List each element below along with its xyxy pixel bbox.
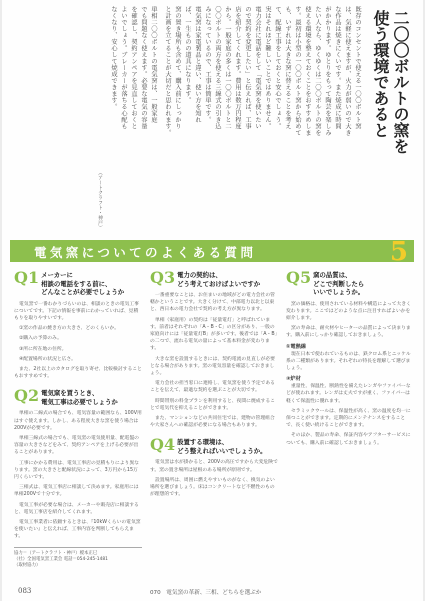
faq-column-3 xyxy=(286,270,414,455)
q1-paragraph: ②購入の予算のみ。 xyxy=(19,336,62,342)
q3-mark: Q3 xyxy=(150,268,176,287)
q2-title: 電気窯を買うとき、 電気工事は必要でしょうか xyxy=(41,389,118,406)
article-column: から。一般家庭の多くは一〇〇ボルトと二 xyxy=(224,6,231,130)
q5-paragraph: 重量性、保温性、断熱性を備えたレンガやファイバーなどが使われます。レンガは丈夫ですが重く、ファイバーは軽くて保温性に優れます。 xyxy=(286,384,411,404)
q1-paragraph: 電気窯で一番わかりづらいのは、相談のときの電気工事についてです。下記の情報を事前にわかっていれば、見積もりを取りやすいです。 xyxy=(14,301,139,321)
q2-paragraph: 電気工事が必要な場合は、メーカーや販売店に相談すると、電気工事店を紹介してくれます。 xyxy=(14,502,139,515)
article-column: は、気軽に使えますが、火力が弱いので大き xyxy=(344,6,351,136)
q3-paragraph: 時間帯別の料金プランを利用すると、夜間に焼成することで電気代を抑えることができます。 xyxy=(150,398,275,411)
page-edge-left xyxy=(0,0,2,601)
q4-paragraph: 設置場所は、周囲に燃えやすいものがなく、換気のよい場所を選びましょう。床はコンクリートなど不燃性のものが理想的です。 xyxy=(150,477,275,498)
article-column: みになっているので、工事は簡単です。 xyxy=(204,6,211,123)
article-section xyxy=(6,6,416,234)
article-column: も、いずれは大きな窯に替えることを考え xyxy=(284,6,291,130)
q3-paragraph: 単相（家庭用）の契約は「従量電灯」と呼ばれています。前者はそれぞれの「A・B・C」の区分があり、一般の家庭向けには「従量電灯B」が多いです。後者では「A・B」の二つで、流れる電気の量によって基本料金が変わります。 xyxy=(150,317,278,352)
q5-paragraph: 現在日本で使われているものは、鉄クロム系とニッケル系の二種類があります。それぞれの特長を理解して選びましょう。 xyxy=(286,351,411,371)
q3-title: 電力の契約は、 どう考えておけばよいですか xyxy=(177,271,261,288)
article-column: 店を紹介してくれます。費用は数万円程度 xyxy=(234,6,241,130)
q1-title: メーカーに 相談の電話をする前に、 どんなことが必要でしょうか xyxy=(41,271,125,296)
q5-subheading: ①電熱線 xyxy=(286,343,306,350)
article-column: たい人なら、ゆくゆくは二〇〇ボルトの窯を xyxy=(314,6,321,136)
article-column: ば、一生ものの道具になります。 xyxy=(184,6,191,104)
q5-subheading: ②炉材 xyxy=(286,376,301,383)
faq-column-1 xyxy=(14,270,142,577)
q5-title: 窯の品質は、 どこで判断したら いいでしょうか。 xyxy=(313,271,365,296)
article-column: 窯の置き場所も含めて、購入前にしっかり xyxy=(174,6,181,130)
q3-paragraph: 電力会社の担当窓口に連絡し、電気窯を使う予定であることを伝えて、最適な契約を選ぶことが大切です。 xyxy=(150,381,275,394)
faq-banner xyxy=(10,237,414,267)
article-column: す。最初は小型の一〇〇ボルト窯から始めて xyxy=(294,6,301,136)
q2-paragraph: 工事にかかる費用は、電気工事店の見積もりにより異なります。窯の大きさと配線状況によって、3万円から15万円くらいです。 xyxy=(14,460,139,480)
article-column: 〇〇ボルトの両方を使える三線式の引き込 xyxy=(214,6,221,130)
q4-title: 設置する環境は、 どう整えればいいでしょうか。 xyxy=(177,438,267,455)
q1-paragraph: また、2社以上のカタログを取り寄せ、比較検討することもおすすめです。 xyxy=(14,366,142,380)
q2-paragraph: 三相式は、電気工事店に相談して決めます。家庭用には単相200Vで十分です。 xyxy=(14,485,139,498)
source-divider xyxy=(14,547,142,548)
article-heading-line-1: 二〇〇ボルトの窯を xyxy=(391,10,410,154)
article-column: を確認し、契約アンペアを見直しておくと xyxy=(130,6,137,130)
article-credit: （アートクラフト・神戸） xyxy=(97,170,103,230)
faq-q3 xyxy=(150,270,278,429)
q5-paragraph: 窯の価格は、使用されている材料や構造によって大きく変わります。ここではどのような点に注目すればよいかを紹介します。 xyxy=(286,301,411,321)
article-column: 使える環境を整えておくことをおすすめしま xyxy=(304,6,311,136)
q4-mark: Q4 xyxy=(150,435,176,455)
faq-column-2 xyxy=(150,270,278,506)
q1-paragraph: ①窯の作品の焼き方の大きさ、どのくらいか。 xyxy=(19,326,120,332)
article-column: でも問題なく使えます。必要な電気の容量 xyxy=(140,6,147,130)
page-footer xyxy=(0,586,425,601)
faq-q4 xyxy=(150,437,278,498)
q2-paragraph: 単相の二線式の場合でも、電気容量の範囲なら、100V用はすぐ使えます。しかし、ある程度大きな窯を使う場合は200Vが必要です。 xyxy=(14,411,142,431)
q1-paragraph: ④配置場所の状況と広さ。 xyxy=(19,356,76,362)
q3-paragraph: 大きな窯を設置するときには、契約電流の見直しが必要となる場合があります。窯の電気容量を確認しておきましょう。 xyxy=(150,356,275,377)
article-column: なくなり、安心して焼成できます。 xyxy=(110,6,117,110)
q5-paragraph: セラミックウールは、保温性が高く、窯の温度を均一に保つことができます。定期的にメンテナンスをすることで、長く使い続けることができます。 xyxy=(286,408,411,429)
q3-paragraph: また、マンションなどの共同住宅では、建物の管理組合や大家さんへの確認が必要になる場合もあります。 xyxy=(150,416,275,429)
q5-paragraph: 窯の寿命は、耐火材やヒーターの品質によって決まります。購入前にしっかり確認しておきましょう。 xyxy=(286,326,411,339)
footer-caption: 070 電気窯の革新、三相、どちらを選ぶか xyxy=(150,590,262,596)
q2-paragraph: 単相三線式の場合でも、電気窯の電気使用量、配電盤の容量の大きさなどをみて、契約アンペアを上げる必要が出ることがあります。 xyxy=(14,435,139,456)
faq-banner-number: 5 xyxy=(389,237,408,267)
article-heading-line-2: 使う環境であると xyxy=(371,10,390,138)
article-column: て、配線工事をしておくと安心でしょう。 xyxy=(274,6,281,130)
article-column: と計画を立てることが大切だと思われます。 xyxy=(164,6,171,136)
q1-paragraph: ③所に所在地の住所。 xyxy=(19,346,67,352)
q2-paragraph: 電気工事業者に依頼するときは、『10kWくらいの電気窯を使いたい』と伝えれば、工事内容を判断してもらえます。 xyxy=(14,519,141,540)
article-column: 単相二〇〇ボルトの電気窯は、一般家庭 xyxy=(150,6,157,123)
q5-mark: Q5 xyxy=(286,268,312,287)
article-column: 電気窯は家電製品と違い、使い方を知れ xyxy=(194,6,201,123)
faq-banner-title: 電気窯についてのよくある質問 xyxy=(34,245,257,260)
article-column: よいでしょう。ブレーカーが落ちる心配も xyxy=(120,6,127,130)
article-column: な作品は焼きにくいです。また焼成に時間 xyxy=(334,6,341,130)
source-credit: 協力＝（アートクラフト・神戸）榎本正巳 （社）全国電気窯工業会 電話＝054-245-1481 （取材協力） xyxy=(14,550,108,568)
q1-mark: Q1 xyxy=(14,268,40,287)
article-column: ので契約を変更したい」と伝えれば、工事 xyxy=(244,6,251,130)
q4-paragraph: 電気窯は水が掛かると、200Vの高圧ですから大変危険です。窯の置き場所は屋根のある場所が原則です。 xyxy=(150,460,278,473)
article-column: がかかります。ゆとりをもって陶芸を楽しみ xyxy=(324,6,331,136)
faq-q2 xyxy=(14,388,142,569)
page-number: 083 xyxy=(18,587,32,595)
article-column: 実はそれほど難しいことではありません。 xyxy=(264,6,271,130)
article-column: 電力会社に電話をして「電気窯を使いたい xyxy=(254,6,261,130)
q2-mark: Q2 xyxy=(14,386,40,406)
article-column: 既存のコンセントで使える一〇〇ボルト窯 xyxy=(354,6,361,130)
faq-q1 xyxy=(14,270,142,380)
faq-q5 xyxy=(286,270,414,447)
q3-paragraph: 一番重要なことは、お住まいの地域がどの電力会社の管轄かということです。大きく分けて、中部電力以北と以東と、西日本の電力会社で契約の考え方が異なります。 xyxy=(150,293,275,313)
q5-paragraph: そのほか、製品の寿命、保証内容やアフターサービスについても、購入前に確認しておきましょう。 xyxy=(286,433,411,446)
